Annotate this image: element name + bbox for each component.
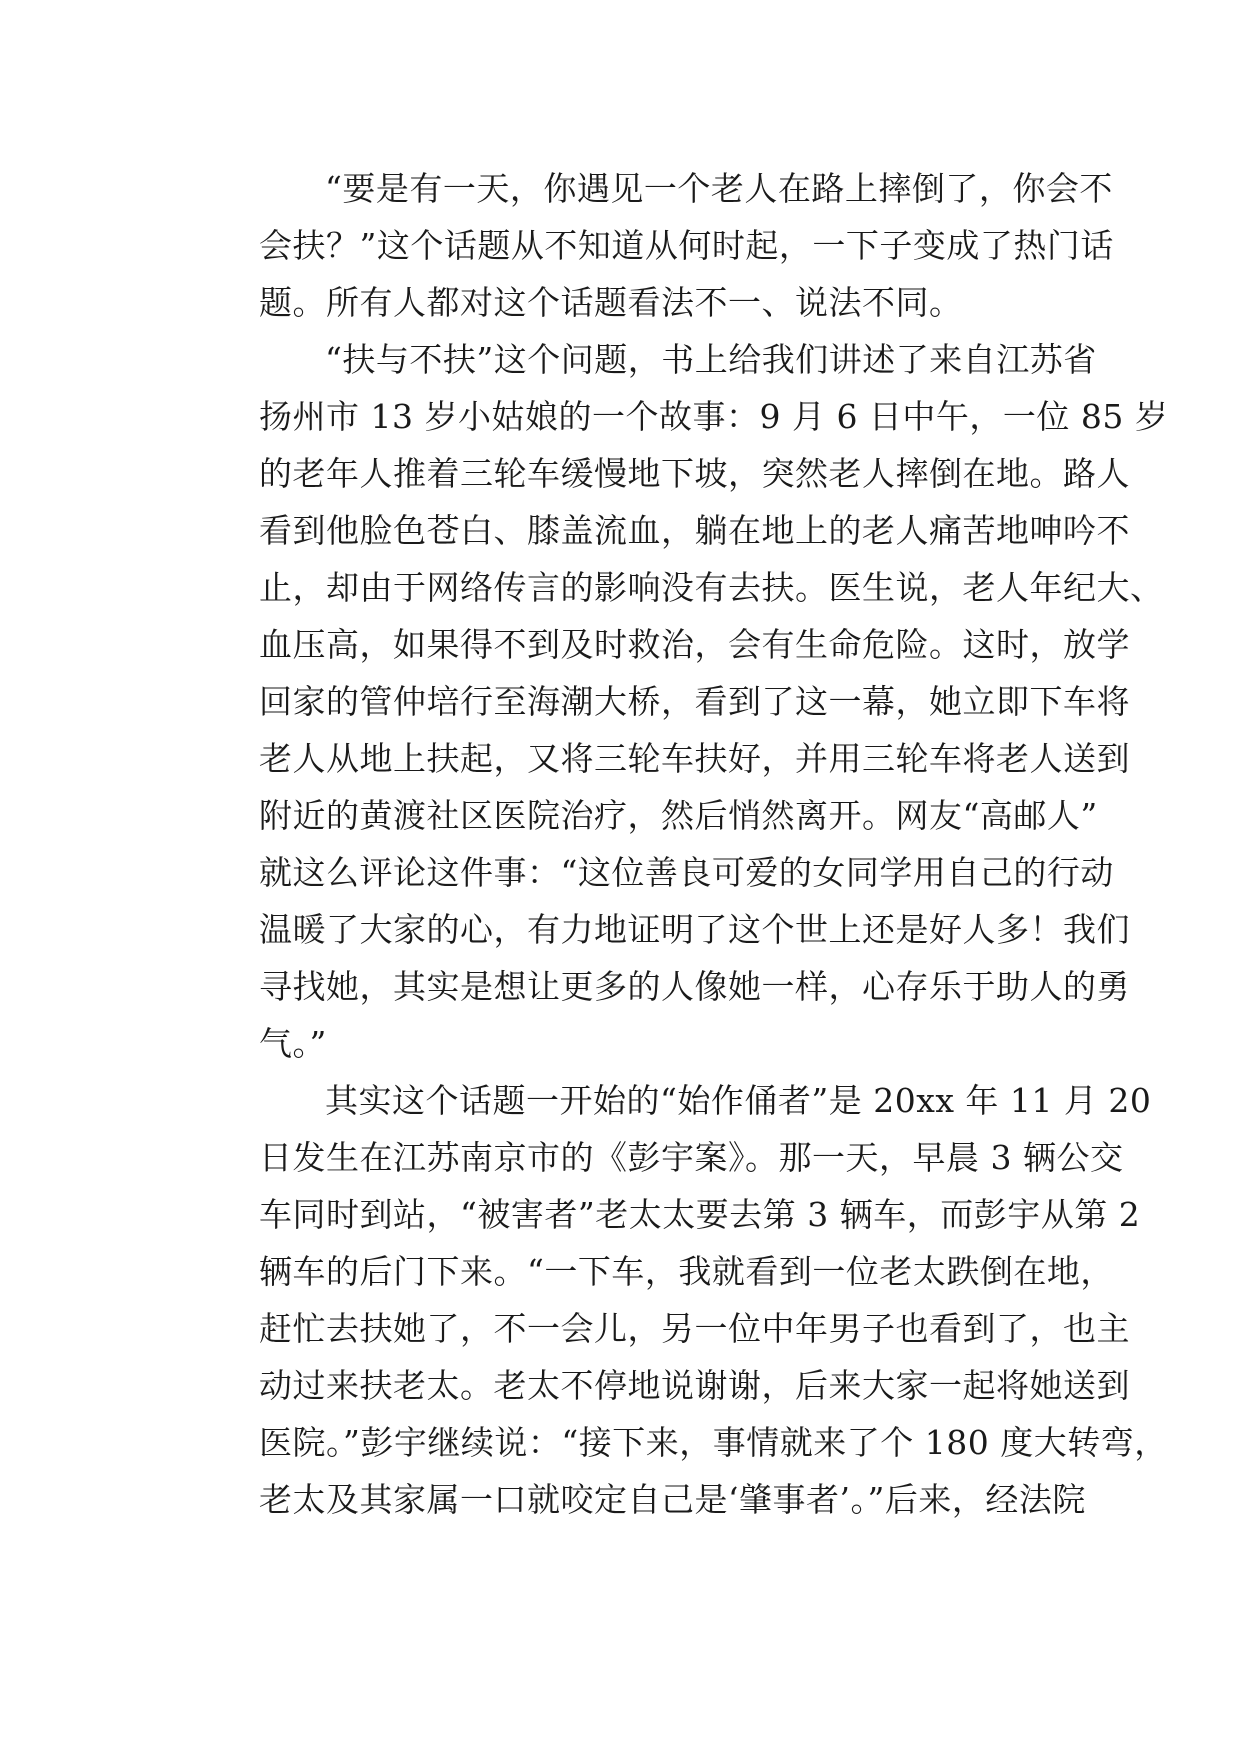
text-line: 回家的管仲培行至海潮大桥，看到了这一幕，她立即下车将 [259, 682, 1130, 721]
text-line: 扬州市 13 岁小姑娘的一个故事：9 月 6 日中午，一位 85 岁 [259, 397, 1169, 436]
text-line: “要是有一天，你遇见一个老人在路上摔倒了，你会不 [325, 169, 1113, 208]
text-line: 的老年人推着三轮车缓慢地下坡，突然老人摔倒在地。路人 [259, 454, 1130, 493]
paragraph-1 [193, 160, 1114, 331]
text-line: 医院。”彭宇继续说：“接下来，事情就来了个 180 度大转弯， [259, 1423, 1168, 1462]
paragraph-3 [193, 1072, 1168, 1528]
body-text [193, 160, 1169, 1528]
text-line: 就这么评论这件事：“这位善良可爱的女同学用自己的行动 [259, 853, 1114, 892]
text-line: 老人从地上扶起，又将三轮车扶好，并用三轮车将老人送到 [259, 739, 1130, 778]
text-line: “扶与不扶”这个问题，书上给我们讲述了来自江苏省 [325, 340, 1097, 379]
paragraph-2 [193, 331, 1169, 1072]
text-line: 看到他脸色苍白、膝盖流血，躺在地上的老人痛苦地呻吟不 [259, 511, 1130, 550]
text-line: 车同时到站，“被害者”老太太要去第 3 辆车，而彭宇从第 2 [259, 1195, 1141, 1234]
text-line: 止，却由于网络传言的影响没有去扶。医生说，老人年纪大、 [259, 568, 1164, 607]
text-line: 其实这个话题一开始的“始作俑者”是 20xx 年 11 月 20 [325, 1081, 1152, 1120]
text-line: 温暖了大家的心，有力地证明了这个世上还是好人多！我们 [259, 910, 1130, 949]
text-line: 会扶？”这个话题从不知道从何时起，一下子变成了热门话 [259, 226, 1114, 265]
text-line: 附近的黄渡社区医院治疗，然后悄然离开。网友“高邮人” [259, 796, 1098, 835]
text-line: 日发生在江苏南京市的《彭宇案》。那一天，早晨 3 辆公交 [259, 1138, 1124, 1177]
text-line: 血压高，如果得不到及时救治，会有生命危险。这时，放学 [259, 625, 1130, 664]
text-line: 题。所有人都对这个话题看法不一、说法不同。 [259, 283, 963, 322]
text-line: 气。” [259, 1024, 327, 1063]
text-line: 动过来扶老太。老太不停地说谢谢，后来大家一起将她送到 [259, 1366, 1130, 1405]
text-line: 赶忙去扶她了，不一会儿，另一位中年男子也看到了，也主 [259, 1309, 1130, 1348]
text-line: 老太及其家属一口就咬定自己是‘肇事者’。”后来，经法院 [259, 1480, 1086, 1519]
text-line: 辆车的后门下来。“一下车，我就看到一位老太跌倒在地， [259, 1252, 1114, 1291]
text-line: 寻找她，其实是想让更多的人像她一样，心存乐于助人的勇 [259, 967, 1130, 1006]
